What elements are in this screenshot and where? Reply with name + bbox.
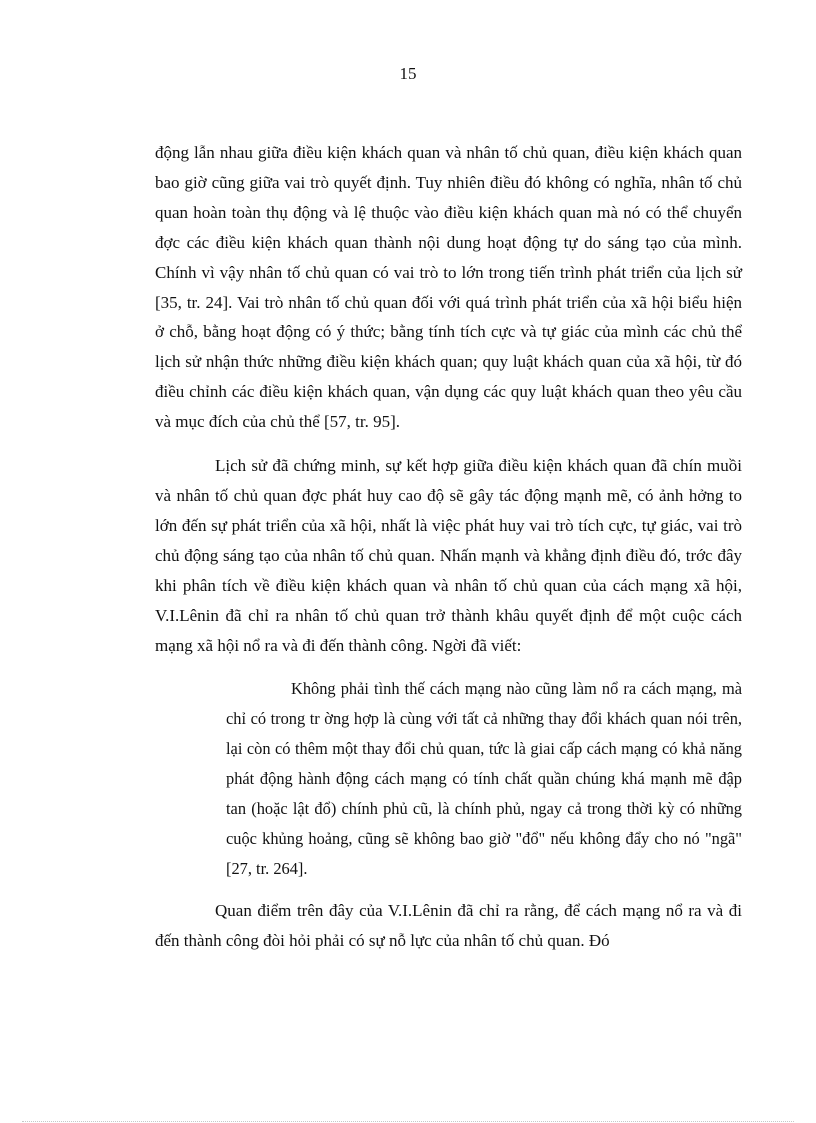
paragraph-history: Lịch sử đã chứng minh, sự kết hợp giữa điều kiện khách quan đã chín muồi và nhân tố chủ quan đợc phát huy cao độ sẽ gây tác động mạnh mẽ, có ảnh hởng to lớn đến sự phát triển của xã hội, nhất là việc phát huy vai trò tích cực, tự giác, vai trò chủ động sáng tạo của nhân tố chủ quan. Nhấn mạnh và khẳng định điều đó, trớc đây khi phân tích về điều kiện khách quan và nhân tố chủ quan của cách mạng xã hội, V.I.Lênin đã chỉ ra nhân tố chủ quan trở thành khâu quyết định để một cuộc cách mạng xã hội nổ ra và đi đến thành công. Ngời đã viết: bbox=[155, 456, 742, 655]
page-number: 15 bbox=[399, 64, 417, 83]
page-bottom-divider bbox=[22, 1121, 794, 1122]
body-text bbox=[155, 138, 742, 956]
paragraph-conclusion: Quan điểm trên đây của V.I.Lênin đã chỉ ra rằng, để cách mạng nổ ra và đi đến thành công đòi hỏi phải có sự nỗ lực của nhân tố chủ quan. Đó bbox=[155, 901, 742, 951]
block-quote-lenin: Không phải tình thế cách mạng nào cũng làm nổ ra cách mạng, mà chỉ có trong tr ờng hợp là cùng với tất cả những thay đổi khách quan nói trên, lại còn có thêm một thay đổi chủ quan, tức là giai cấp cách mạng có khả năng phát động hành động cách mạng có tính chất quần chúng khá mạnh mẽ đập tan (hoặc lật đổ) chính phủ cũ, là chính phủ, ngay cả trong thời kỳ có những cuộc khủng hoảng, cũng sẽ không bao giờ "đổ" nếu không đẩy cho nó "ngã" [27, tr. 264]. bbox=[226, 679, 742, 879]
paragraph-continued: động lẫn nhau giữa điều kiện khách quan và nhân tố chủ quan, điều kiện khách quan bao giờ cũng giữa vai trò quyết định. Tuy nhiên điều đó không có nghĩa, nhân tố chủ quan hoàn toàn thụ động và lệ thuộc vào điều kiện khách quan mà nó có thể chuyển đợc các điều kiện khách quan thành nội dung hoạt động tự do sáng tạo của mình. Chính vì vậy nhân tố chủ quan có vai trò to lớn trong tiến trình phát triển của lịch sử [35, tr. 24]. Vai trò nhân tố chủ quan đối với quá trình phát triển của xã hội biểu hiện ở chỗ, bằng hoạt động có ý thức; bằng tính tích cực và tự giác của mình các chủ thể lịch sử nhận thức những điều kiện khách quan; quy luật khách quan của xã hội, từ đó điều chỉnh các điều kiện khách quan, vận dụng các quy luật khách quan theo yêu cầu và mục đích của chủ thể [57, tr. 95]. bbox=[155, 143, 742, 432]
